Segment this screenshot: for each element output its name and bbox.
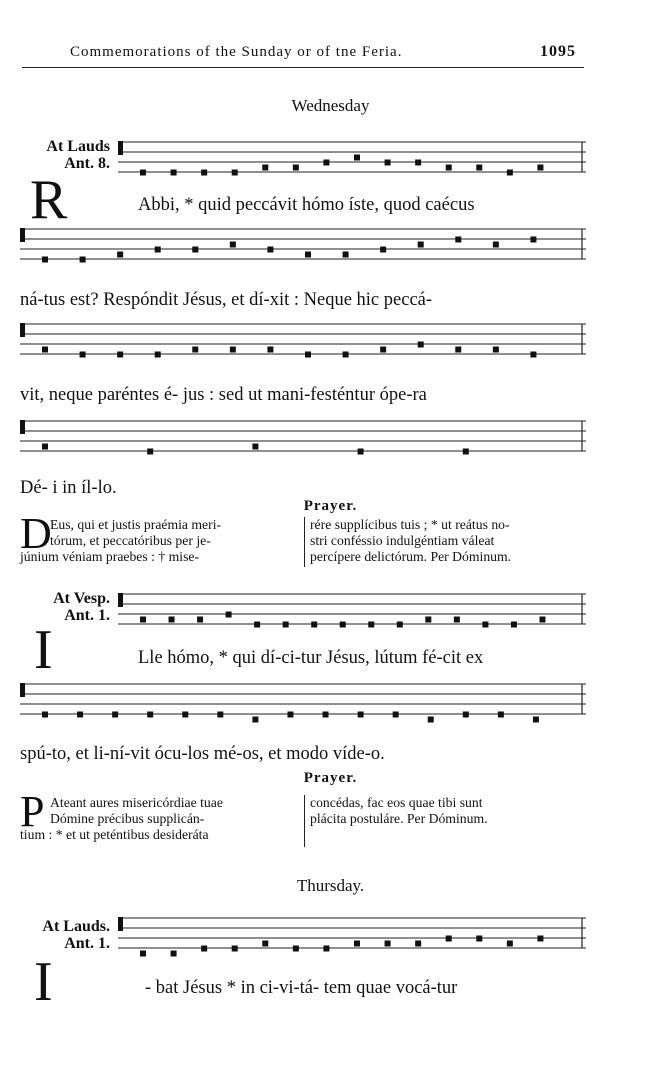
chant-staff <box>20 417 586 463</box>
prayer-line: Eus, qui et justis praémia meri- <box>50 517 222 532</box>
prayer-left-column <box>20 795 300 843</box>
prayer-line: concédas, fac eos quae tibi sunt <box>310 795 483 810</box>
neume <box>262 941 268 947</box>
prayer-line: tórum, et peccatóribus per je- <box>50 533 211 548</box>
neume <box>305 252 311 258</box>
neume <box>446 936 452 942</box>
lyric-line: Abbi, * quid peccávit hómo íste, quod caécus <box>138 195 475 215</box>
neume <box>147 449 153 455</box>
neume <box>340 622 346 628</box>
initial-letter: I <box>34 951 53 1013</box>
neume <box>192 247 198 253</box>
clef-mark <box>118 141 123 155</box>
neume <box>293 165 299 171</box>
neume <box>287 712 293 718</box>
neume <box>530 237 536 243</box>
neume <box>463 449 469 455</box>
neume <box>117 252 123 258</box>
clef-mark <box>20 683 25 697</box>
chant-staff <box>118 590 586 636</box>
lauds-antiphon-number: Ant. 8. <box>64 155 110 172</box>
neume <box>169 617 175 623</box>
neume <box>252 717 258 723</box>
neume <box>482 622 488 628</box>
chant-staff <box>20 320 586 366</box>
chant-staff <box>20 225 586 271</box>
neume <box>455 347 461 353</box>
neume <box>354 155 360 161</box>
neume <box>358 712 364 718</box>
prayer-line: percípere delictórum. Per Dóminum. <box>310 549 512 564</box>
lyric-line: - bat Jésus * in ci-vi-tá- tem quae vocá-tur <box>145 978 458 998</box>
lyric-line: Dé- i in íl-lo. <box>20 478 117 498</box>
neume <box>42 712 48 718</box>
neume <box>343 352 349 358</box>
neume <box>305 352 311 358</box>
vespers-label <box>12 590 110 624</box>
neume <box>476 936 482 942</box>
neume <box>476 165 482 171</box>
lauds-label <box>12 138 110 172</box>
neume <box>511 622 517 628</box>
neume <box>42 444 48 450</box>
neume <box>197 617 203 623</box>
neume <box>293 946 299 952</box>
running-title: Commemorations of the Sunday or of tne Feria. <box>70 44 403 60</box>
neume <box>385 941 391 947</box>
neume <box>140 951 146 957</box>
neume <box>155 352 161 358</box>
column-divider <box>304 517 305 567</box>
header-rule <box>22 67 584 68</box>
neume <box>368 622 374 628</box>
neume <box>147 712 153 718</box>
neume <box>171 951 177 957</box>
thursday-lauds-label <box>12 918 110 952</box>
day-title-thursday: Thursday. <box>296 876 365 895</box>
prayer-right-column <box>310 517 588 565</box>
neume <box>358 449 364 455</box>
neume <box>354 941 360 947</box>
lauds-label-line1: At Lauds <box>46 138 110 155</box>
prayer-line: stri conféssio indulgéntiam váleat <box>310 533 495 548</box>
neume <box>425 617 431 623</box>
neume <box>182 712 188 718</box>
neume <box>533 717 539 723</box>
neume <box>283 622 289 628</box>
neume <box>493 242 499 248</box>
neume <box>171 170 177 176</box>
chant-staff <box>20 680 586 726</box>
neume <box>323 160 329 166</box>
initial-letter: I <box>34 619 53 681</box>
neume <box>428 717 434 723</box>
neume <box>539 617 545 623</box>
neume <box>463 712 469 718</box>
neume <box>537 936 543 942</box>
lyric-line: ná-tus est? Respóndit Jésus, et dí-xit : Neque hic peccá- <box>20 290 433 310</box>
prayer-heading: Prayer. <box>303 498 358 514</box>
neume <box>140 617 146 623</box>
neume <box>415 160 421 166</box>
prayer-line: júnium véniam praebes : † mise- <box>20 549 200 564</box>
initial-letter: R <box>30 169 68 231</box>
neume <box>42 257 48 263</box>
vespers-antiphon-number: Ant. 1. <box>64 607 110 624</box>
neume <box>393 712 399 718</box>
neume <box>192 347 198 353</box>
neume <box>201 170 207 176</box>
prayer-line: Ateant aures misericórdiae tuae <box>50 795 223 810</box>
neume <box>537 165 543 171</box>
neume <box>385 160 391 166</box>
thursday-antiphon-number: Ant. 1. <box>64 935 110 952</box>
prayer-line: plácita postuláre. Per Dóminum. <box>310 811 488 826</box>
neume <box>507 170 513 176</box>
vespers-label-line1: At Vesp. <box>53 590 110 607</box>
clef-mark <box>20 228 25 242</box>
neume <box>77 712 83 718</box>
neume <box>230 347 236 353</box>
neume <box>343 252 349 258</box>
neume <box>80 352 86 358</box>
clef-mark <box>20 323 25 337</box>
neume <box>230 242 236 248</box>
neume <box>254 622 260 628</box>
clef-mark <box>20 420 25 434</box>
column-divider <box>304 795 305 847</box>
prayer-line: Dómine précibus supplicán- <box>50 811 205 826</box>
neume <box>226 612 232 618</box>
lyric-line: spú-to, et li-ní-vit ócu-los mé-os, et modo víde-o. <box>20 744 385 764</box>
neume <box>415 941 421 947</box>
neume <box>454 617 460 623</box>
neume <box>117 352 123 358</box>
chant-staff <box>118 138 586 184</box>
neume <box>498 712 504 718</box>
thursday-lauds-label-line1: At Lauds. <box>42 918 110 935</box>
prayer-left-column <box>20 517 300 565</box>
clef-mark <box>118 593 123 607</box>
neume <box>323 946 329 952</box>
prayer-heading: Prayer. <box>303 770 358 786</box>
neume <box>42 347 48 353</box>
neume <box>418 242 424 248</box>
neume <box>380 247 386 253</box>
neume <box>418 342 424 348</box>
neume <box>380 347 386 353</box>
neume <box>217 712 223 718</box>
clef-mark <box>118 917 123 931</box>
neume <box>201 946 207 952</box>
neume <box>252 444 258 450</box>
neume <box>397 622 403 628</box>
neume <box>232 946 238 952</box>
prayer-initial: D <box>20 509 52 558</box>
lyric-line: Lle hómo, * qui dí-ci-tur Jésus, lútum fé-cit ex <box>138 648 484 668</box>
neume <box>530 352 536 358</box>
neume <box>262 165 268 171</box>
neume <box>323 712 329 718</box>
neume <box>155 247 161 253</box>
chant-staff <box>118 914 586 972</box>
prayer-initial: P <box>20 787 45 836</box>
neume <box>140 170 146 176</box>
neume <box>112 712 118 718</box>
neume <box>267 347 273 353</box>
neume <box>311 622 317 628</box>
neume <box>267 247 273 253</box>
prayer-line: tium : * et ut peténtibus desideráta <box>20 827 209 842</box>
neume <box>446 165 452 171</box>
day-title-wednesday: Wednesday <box>291 96 370 115</box>
neume <box>455 237 461 243</box>
neume <box>80 257 86 263</box>
neume <box>493 347 499 353</box>
prayer-right-column <box>310 795 588 827</box>
page-number: 1095 <box>540 43 576 60</box>
neume <box>507 941 513 947</box>
prayer-line: rére supplícibus tuis ; * ut reátus no- <box>310 517 510 532</box>
neume <box>232 170 238 176</box>
lyric-line: vit, neque paréntes é- jus : sed ut mani-festéntur ópe-ra <box>20 385 427 405</box>
